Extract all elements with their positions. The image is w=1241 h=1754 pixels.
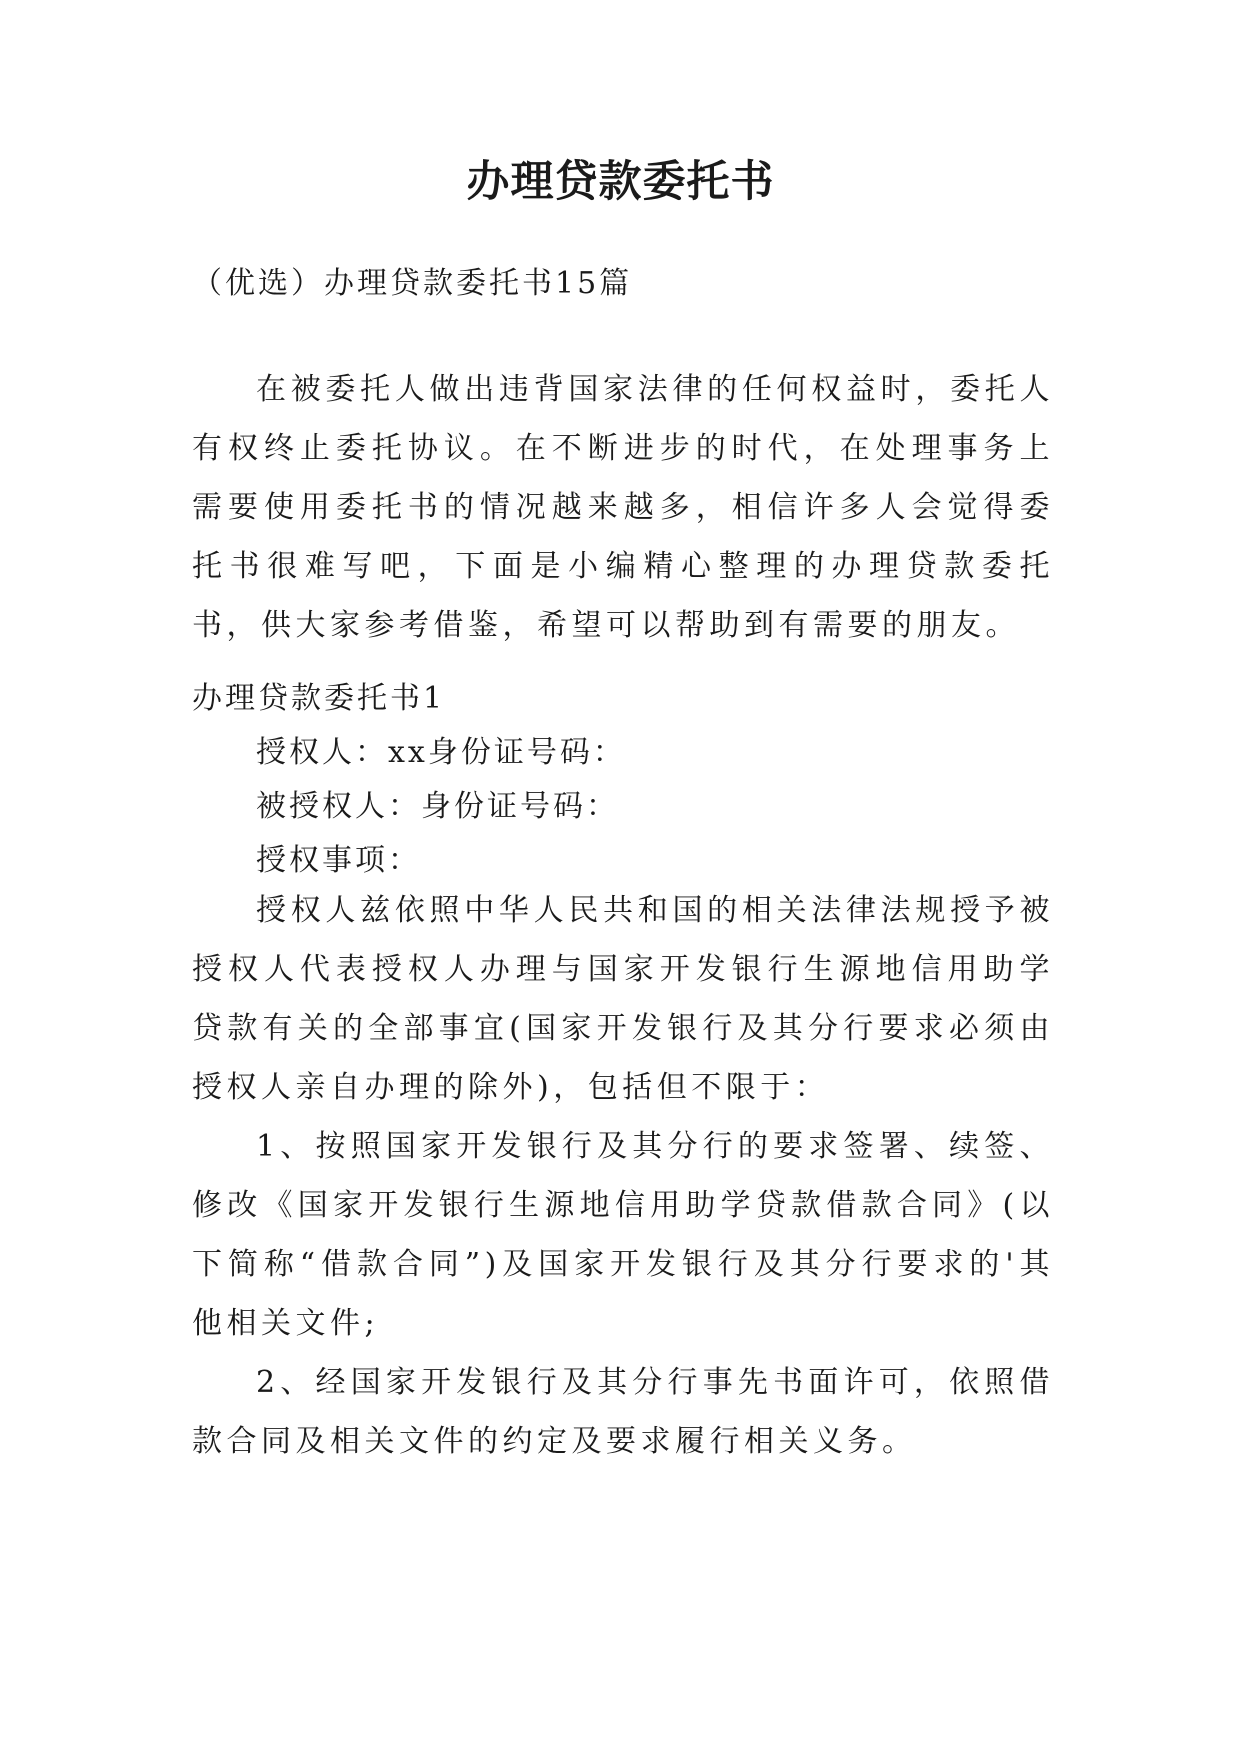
body-paragraph: 授权人兹依照中华人民共和国的相关法律法规授予被授权人代表授权人办理与国家开发银行生源地信用助学贷款有关的全部事宜(国家开发银行及其分行要求必须由授权人亲自办理的除外)，包括但不限于： <box>192 893 1054 1105</box>
document-subtitle: （优选）办理贷款委托书15篇 <box>192 266 633 301</box>
grantor-line: 授权人：xx身份证号码： <box>256 735 626 770</box>
list-item-2: 2、经国家开发银行及其分行事先书面许可，依照借款合同及相关文件的约定及要求履行相关义务。 <box>192 1365 1054 1459</box>
grantee-line: 被授权人：身份证号码： <box>256 789 619 824</box>
list-item-1: 1、按照国家开发银行及其分行的要求签署、续签、修改《国家开发银行生源地信用助学贷款借款合同》(以下简称“借款合同”)及国家开发银行及其分行要求的'其他相关文件; <box>192 1129 1054 1341</box>
matters-label: 授权事项： <box>256 843 421 878</box>
intro-paragraph: 在被委托人做出违背国家法律的任何权益时，委托人有权终止委托协议。在不断进步的时代，在处理事务上需要使用委托书的情况越来越多，相信许多人会觉得委托书很难写吧，下面是小编精心整理的办理贷款委托书，供大家参考借鉴，希望可以帮助到有需要的朋友。 <box>192 372 1054 643</box>
section-heading: 办理贷款委托书1 <box>192 681 446 716</box>
document-title: 办理贷款委托书 <box>466 157 775 207</box>
